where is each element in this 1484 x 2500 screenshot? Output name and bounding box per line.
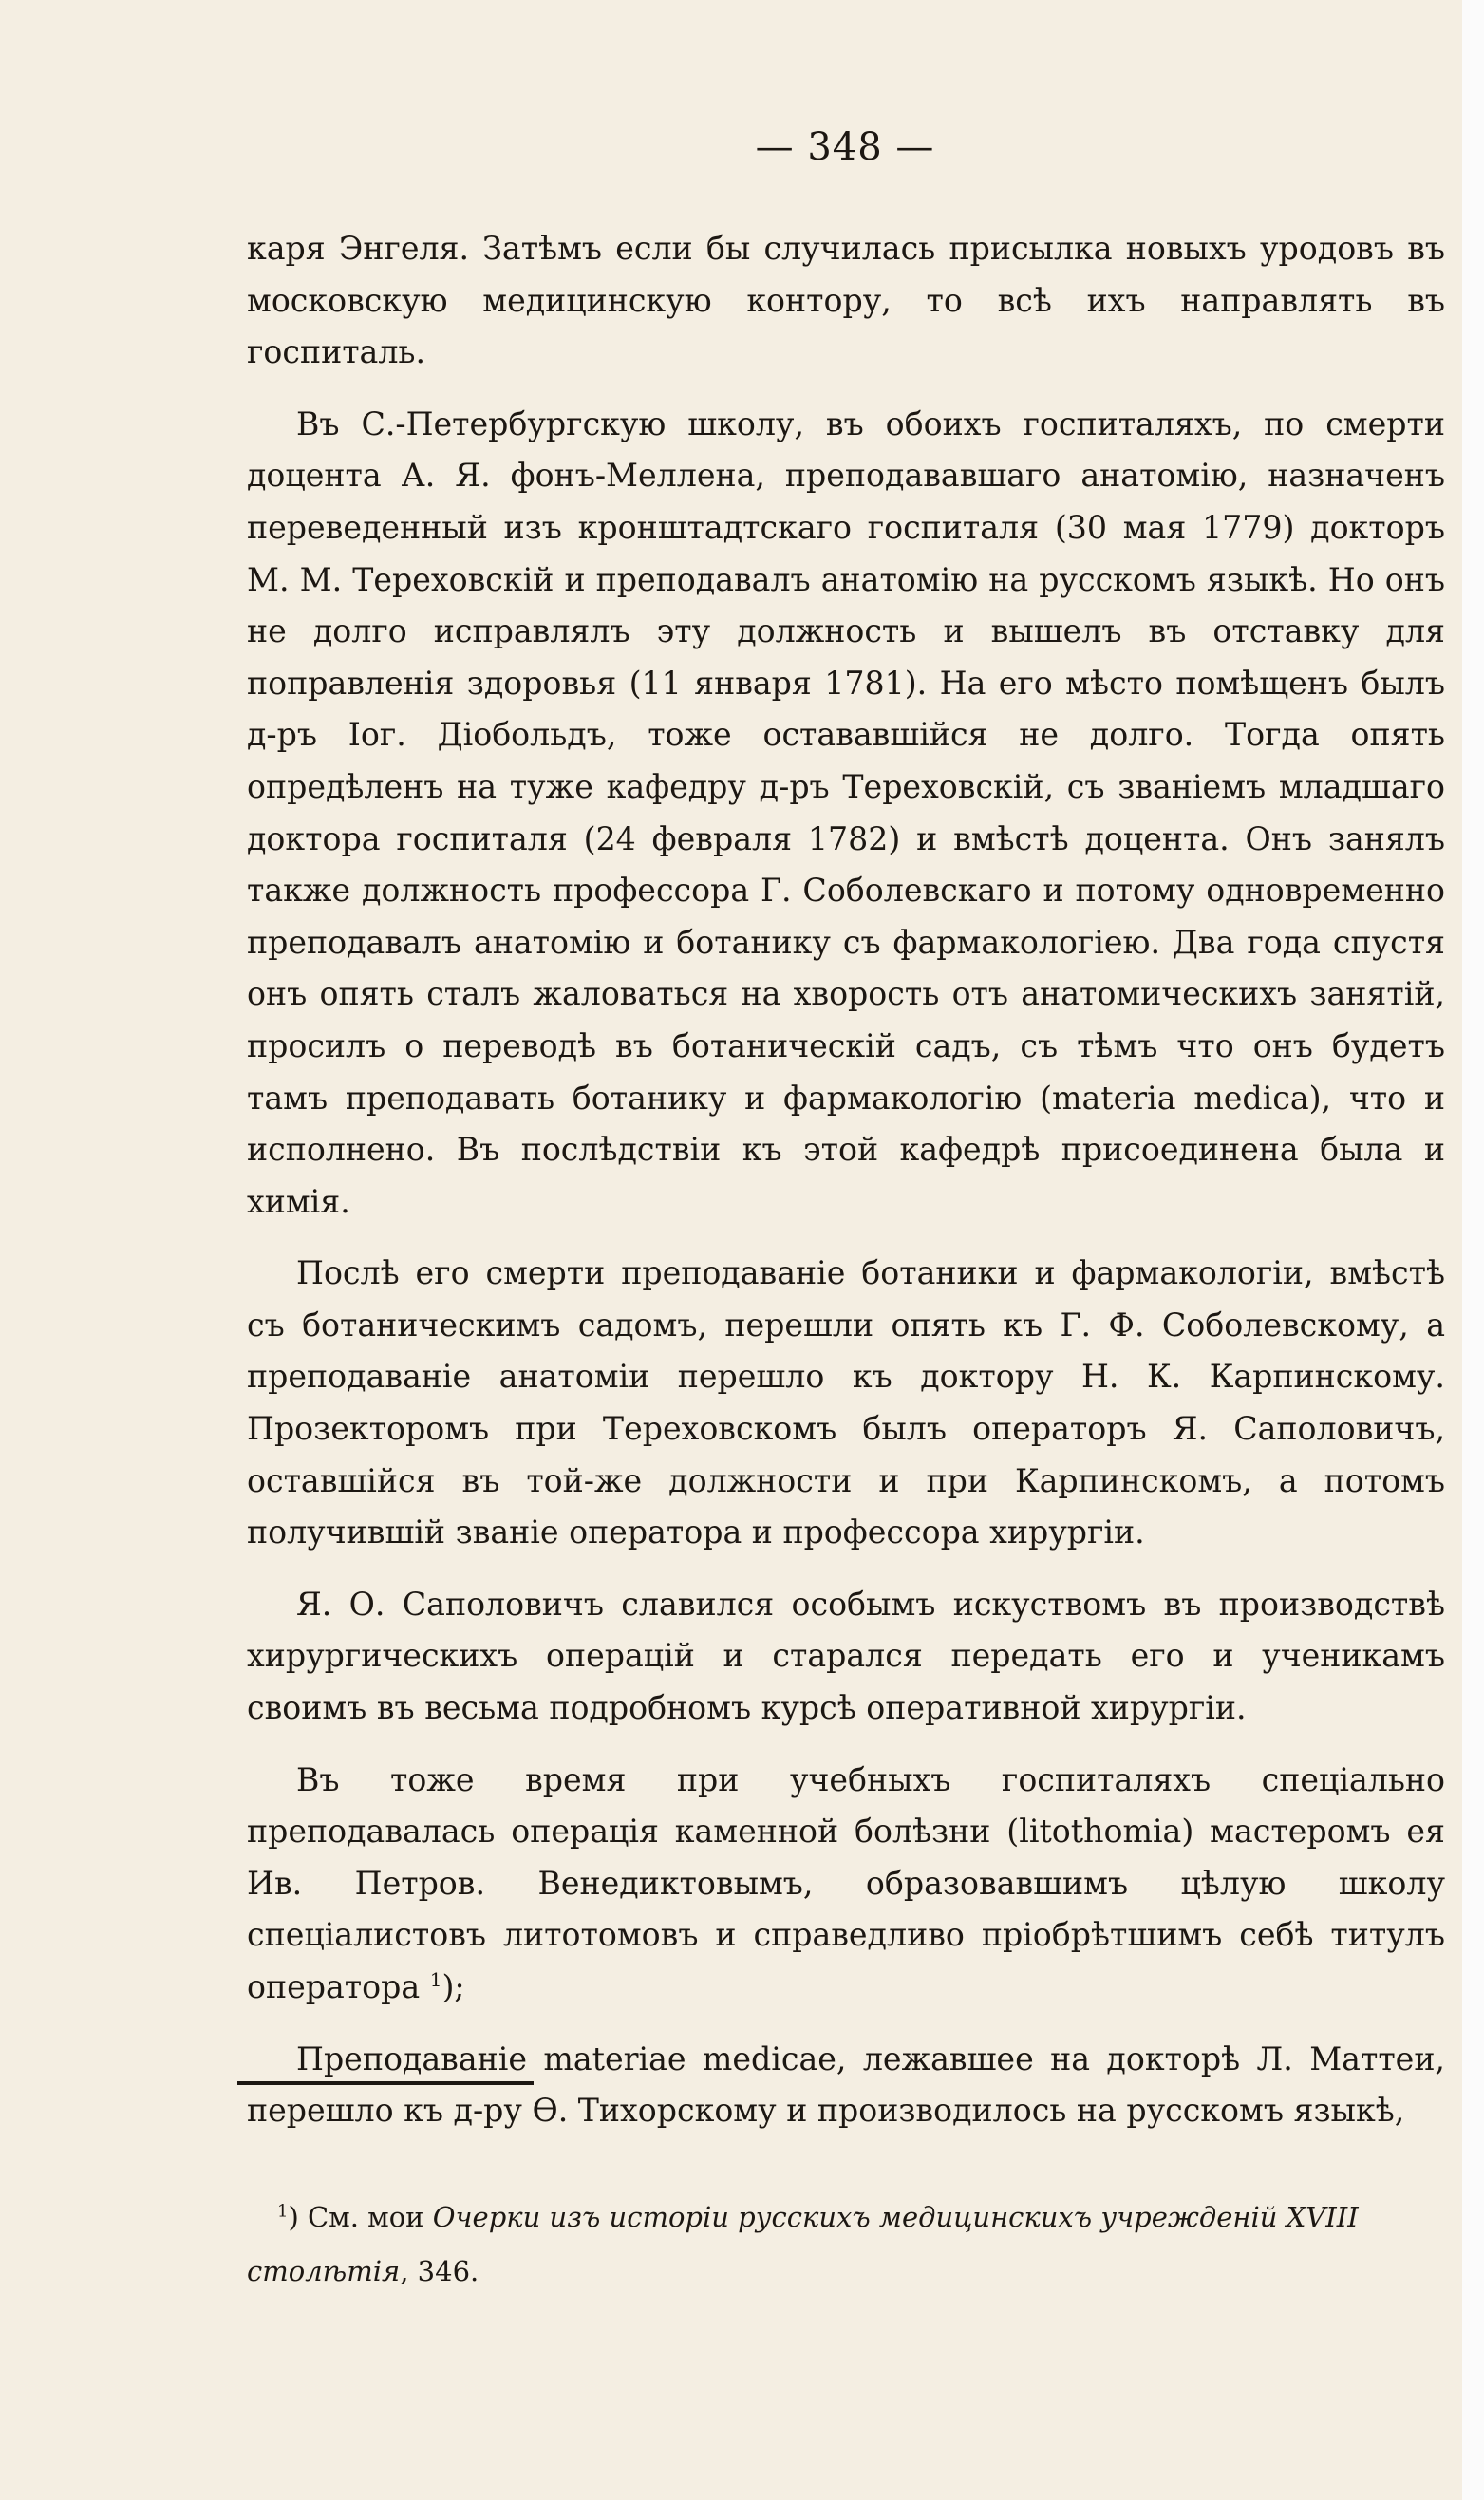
paragraph-5-end: );	[441, 1968, 465, 2005]
paragraph-3: Послѣ его смерти преподаваніе ботаники и фармакологіи, вмѣстѣ съ ботаническимъ садомъ, перешли опять къ Г. Ф. Соболевскому, а преподаваніе анатоміи перешло къ доктору Н. К. Карпинскому. Прозекторомъ при Тереховскомъ былъ операторъ Я. Саполовичъ, оставшійся въ той-же должности и при Карпинскомъ, а потомъ получившій званіе оператора и профессора хирургіи.	[247, 1254, 1445, 1551]
paragraph-2: Въ С.-Петербургскую школу, въ обоихъ госпиталяхъ, по смерти доцента А. Я. фонъ-Меллена, преподававшаго анатомію, назначенъ переведенный изъ кронштадтскаго госпиталя (30 мая 1779) докторъ М. М. Тереховскій и преподавалъ анатомію на русскомъ языкѣ. Но онъ не долго исправлялъ эту должность и вышелъ въ отставку для поправленія здоровья (11 января 1781). На его мѣсто помѣщенъ былъ д-ръ Іог. Діобольдъ, тоже остававшійся не долго. Тогда опять опредѣленъ на туже кафедру д-ръ Тереховскій, съ званіемъ младшаго доктора госпиталя (24 февраля 1782) и вмѣстѣ доцента. Онъ занялъ также должность профессора Г. Соболевскаго и потому одновременно преподавалъ анатомію и ботанику съ фармакологіею. Два года спустя онъ опять сталъ жаловаться на хворость отъ анатомическихъ занятій, просилъ о переводѣ въ ботаническій садъ, съ тѣмъ что онъ будетъ тамъ преподавать ботанику и фармакологію (materia medica), что и исполнено. Въ послѣдствіи къ этой кафедрѣ присоединена была и химія.	[247, 404, 1445, 1220]
footnote-page-ref: , 346.	[400, 2255, 479, 2287]
footnote-lead: ) См. мои	[288, 2201, 424, 2233]
paragraph-6: Преподаваніе materiae medicae, лежавшее на докторѣ Л. Маттеи, перешло къ д-ру Ѳ. Тихорскому и производилось на русскомъ языкѣ,	[247, 2039, 1445, 2130]
paragraph-5-text: Въ тоже время при учебныхъ госпиталяхъ спеціально преподавалась операція каменной болѣзни (litothomia) мастеромъ ея Ив. Петров. Венедиктовымъ, образовавшимъ цѣлую школу спеціалистовъ литотомовъ и справедливо пріобрѣтшимъ себѣ титулъ оператора	[247, 1760, 1445, 2005]
page-number: — 348 —	[755, 125, 935, 169]
footnote	[247, 2190, 1445, 2299]
scan-margin	[1462, 0, 1484, 2500]
footnote-reference[interactable]: 1	[429, 1967, 442, 1991]
body-text	[247, 223, 1445, 2157]
footnote-book-title: Очерки изъ исторіи русскихъ медицинскихъ учрежденій XVIII столѣтія	[247, 2201, 1359, 2287]
footnote-number: 1	[277, 2201, 289, 2222]
paragraph-1: каря Энгеля. Затѣмъ если бы случилась присылка новыхъ уродовъ въ московскую медицинскую контору, то всѣ ихъ направлять въ госпиталь.	[247, 230, 1445, 371]
footnote-divider	[237, 2081, 534, 2085]
paragraph-5	[247, 1755, 1445, 2014]
paragraph-4: Я. О. Саполовичъ славился особымъ искуствомъ въ производствѣ хирургическихъ операцій и старался передать его и ученикамъ своимъ въ весьма подробномъ курсѣ оперативной хирургіи.	[247, 1585, 1445, 1727]
